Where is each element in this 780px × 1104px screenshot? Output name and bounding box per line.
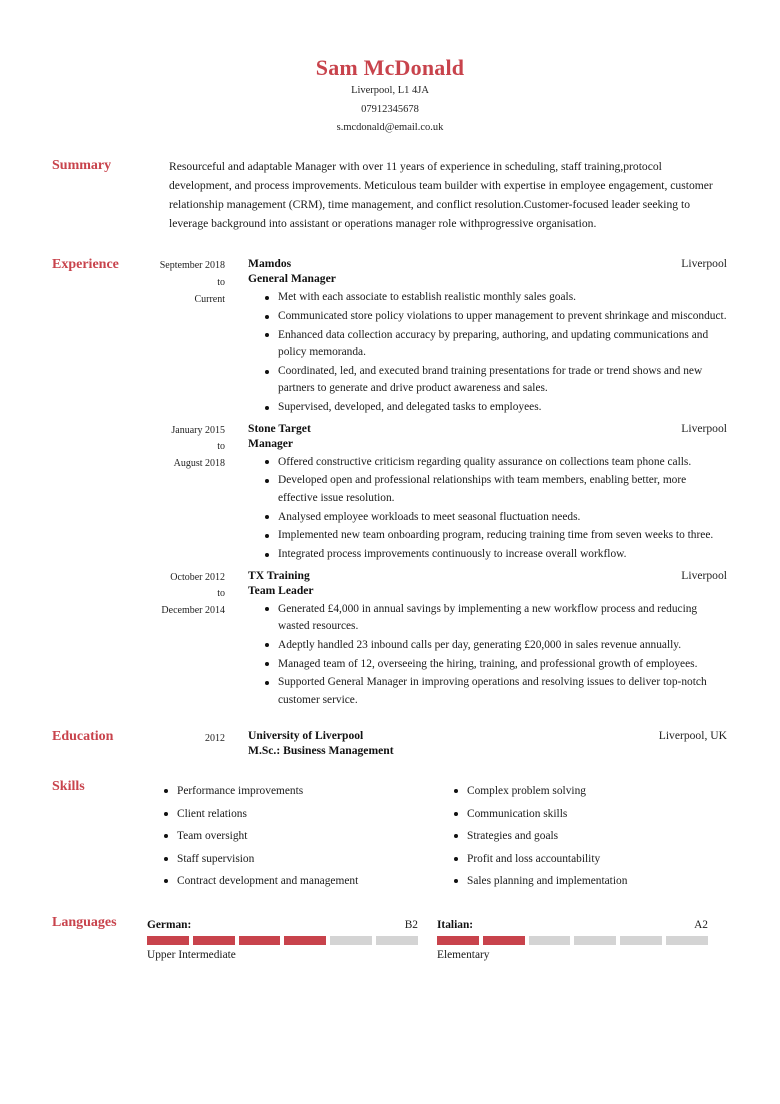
institution-location: Liverpool, UK <box>658 729 727 743</box>
languages-grid <box>124 915 727 961</box>
proficiency-segment-filled <box>147 936 189 945</box>
proficiency-segment-empty <box>574 936 616 945</box>
education-year: 2012 <box>205 733 225 745</box>
section-title-experience: Experience <box>52 257 119 273</box>
employer-name: TX Training <box>248 568 310 582</box>
employer-name: Mamdos <box>248 257 292 271</box>
responsibility-item: Implemented new team onboarding program, reducing training time from seven weeks to three. <box>248 527 727 544</box>
skills-body <box>124 779 780 891</box>
language-header-row <box>147 919 418 931</box>
skills-grid <box>124 779 727 891</box>
responsibility-item: Offered constructive criticism regarding quality assurance on collections team phone calls. <box>248 454 727 471</box>
experience-header-row <box>248 569 727 582</box>
date-line: October 2012 <box>170 571 225 583</box>
candidate-email: s.mcdonald@email.co.uk <box>336 121 444 133</box>
experience-date-range <box>124 569 225 620</box>
experience-header-row <box>248 422 727 435</box>
skill-item: Client relations <box>147 806 437 823</box>
responsibility-item: Supervised, developed, and delegated tasks to employees. <box>248 399 727 416</box>
date-line: December 2014 <box>161 605 225 617</box>
skill-item: Complex problem solving <box>437 783 727 800</box>
skill-item: Strategies and goals <box>437 828 727 845</box>
experience-body <box>124 257 780 709</box>
education-detail <box>225 729 727 757</box>
language-block <box>437 919 708 961</box>
responsibility-item: Managed team of 12, overseeing the hiring, training, and professional growth of employees. <box>248 656 727 673</box>
experience-entry <box>124 569 727 709</box>
date-line: Current <box>194 293 225 305</box>
languages-body <box>124 915 780 961</box>
degree-name: M.Sc.: Business Management <box>248 744 394 758</box>
date-line: to <box>217 277 225 289</box>
proficiency-segment-filled <box>193 936 235 945</box>
responsibility-item: Communicated store policy violations to upper management to prevent shrinkage and misconduct. <box>248 308 727 325</box>
skill-item: Sales planning and implementation <box>437 873 727 890</box>
responsibility-item: Integrated process improvements continuously to increase overall workflow. <box>248 546 727 563</box>
proficiency-segment-empty <box>330 936 372 945</box>
responsibility-item: Enhanced data collection accuracy by preparing, authoring, and updating communications and policy memoranda. <box>248 327 727 362</box>
experience-date-range <box>124 422 225 473</box>
skill-item: Profit and loss accountability <box>437 851 727 868</box>
language-level-label: Upper Intermediate <box>147 948 236 961</box>
experience-header-row <box>248 257 727 270</box>
proficiency-segment-empty <box>666 936 708 945</box>
language-block <box>147 919 418 961</box>
employer-location: Liverpool <box>681 257 727 271</box>
language-name: German: <box>147 918 192 931</box>
summary-body <box>124 158 780 233</box>
experience-entry <box>124 422 727 564</box>
proficiency-segment-empty <box>529 936 571 945</box>
language-proficiency-bar <box>437 936 708 945</box>
proficiency-segment-empty <box>620 936 662 945</box>
education-header-row <box>248 729 727 742</box>
resume-header <box>0 0 780 136</box>
section-title-summary: Summary <box>52 158 112 174</box>
section-skills <box>0 779 780 891</box>
skills-column-right <box>437 783 727 891</box>
candidate-phone: 07912345678 <box>361 103 419 115</box>
section-education <box>0 729 780 757</box>
section-title-skills: Skills <box>52 779 85 795</box>
skill-item: Performance improvements <box>147 783 437 800</box>
institution-name: University of Liverpool <box>248 729 364 743</box>
experience-detail <box>225 569 727 709</box>
responsibility-list <box>248 601 727 709</box>
responsibility-list <box>248 454 727 564</box>
language-level-code: A2 <box>694 918 708 931</box>
education-list <box>124 729 727 757</box>
date-line: August 2018 <box>173 458 225 470</box>
section-summary <box>0 158 780 233</box>
skill-item: Communication skills <box>437 806 727 823</box>
language-level-code: B2 <box>404 918 418 931</box>
date-line: to <box>217 588 225 600</box>
language-proficiency-bar <box>147 936 418 945</box>
proficiency-segment-filled <box>239 936 281 945</box>
proficiency-segment-filled <box>483 936 525 945</box>
proficiency-segment-empty <box>376 936 418 945</box>
responsibility-item: Supported General Manager in improving operations and resolving issues to deliver top-notch customer service. <box>248 674 727 709</box>
summary-text: Resourceful and adaptable Manager with over 11 years of experience in scheduling, staff training,protocol development, and process improvements. Meticulous team builder with expertise in employee engagement, customer relationship management (CRM), time management, and conflict resolution.Customer-focused leader seeking to leverage background into assistant or operations manager role withprogressive organisation. <box>169 160 713 230</box>
date-line: September 2018 <box>159 260 225 272</box>
proficiency-segment-filled <box>284 936 326 945</box>
proficiency-segment-filled <box>437 936 479 945</box>
experience-detail <box>225 422 727 564</box>
section-languages <box>0 915 780 961</box>
experience-list <box>124 257 727 709</box>
skill-item: Contract development and management <box>147 873 437 890</box>
section-title-education: Education <box>52 729 114 745</box>
responsibility-item: Analysed employee workloads to meet seasonal fluctuation needs. <box>248 509 727 526</box>
responsibility-item: Adeptly handled 23 inbound calls per day, generating £20,000 in sales revenue annually. <box>248 637 727 654</box>
job-title: Manager <box>248 436 294 450</box>
date-line: January 2015 <box>171 424 225 436</box>
section-experience <box>0 257 780 709</box>
date-line: to <box>217 441 225 453</box>
employer-location: Liverpool <box>681 568 727 582</box>
candidate-address: Liverpool, L1 4JA <box>351 85 429 97</box>
employer-location: Liverpool <box>681 421 727 435</box>
experience-date-range <box>124 257 225 308</box>
language-level-label: Elementary <box>437 948 490 961</box>
language-header-row <box>437 919 708 931</box>
responsibility-item: Coordinated, led, and executed brand training presentations for trade or trend shows and new partners to generate and drive product awareness and sales. <box>248 363 727 398</box>
skills-column-left <box>147 783 437 891</box>
candidate-name: Sam McDonald <box>315 55 465 80</box>
language-name: Italian: <box>437 918 474 931</box>
job-title: Team Leader <box>248 583 314 597</box>
responsibility-list <box>248 289 727 416</box>
experience-entry <box>124 257 727 416</box>
experience-detail <box>225 257 727 416</box>
education-entry <box>124 729 727 757</box>
section-title-languages: Languages <box>52 914 117 930</box>
responsibility-item: Developed open and professional relationships with team members, enabling better, more effective issue resolution. <box>248 472 727 507</box>
skill-item: Staff supervision <box>147 851 437 868</box>
employer-name: Stone Target <box>248 421 311 435</box>
responsibility-item: Generated £4,000 in annual savings by implementing a new workflow process and reducing wasted resources. <box>248 601 727 636</box>
job-title: General Manager <box>248 272 336 286</box>
skill-item: Team oversight <box>147 828 437 845</box>
responsibility-item: Met with each associate to establish realistic monthly sales goals. <box>248 289 727 306</box>
education-body <box>124 729 780 757</box>
